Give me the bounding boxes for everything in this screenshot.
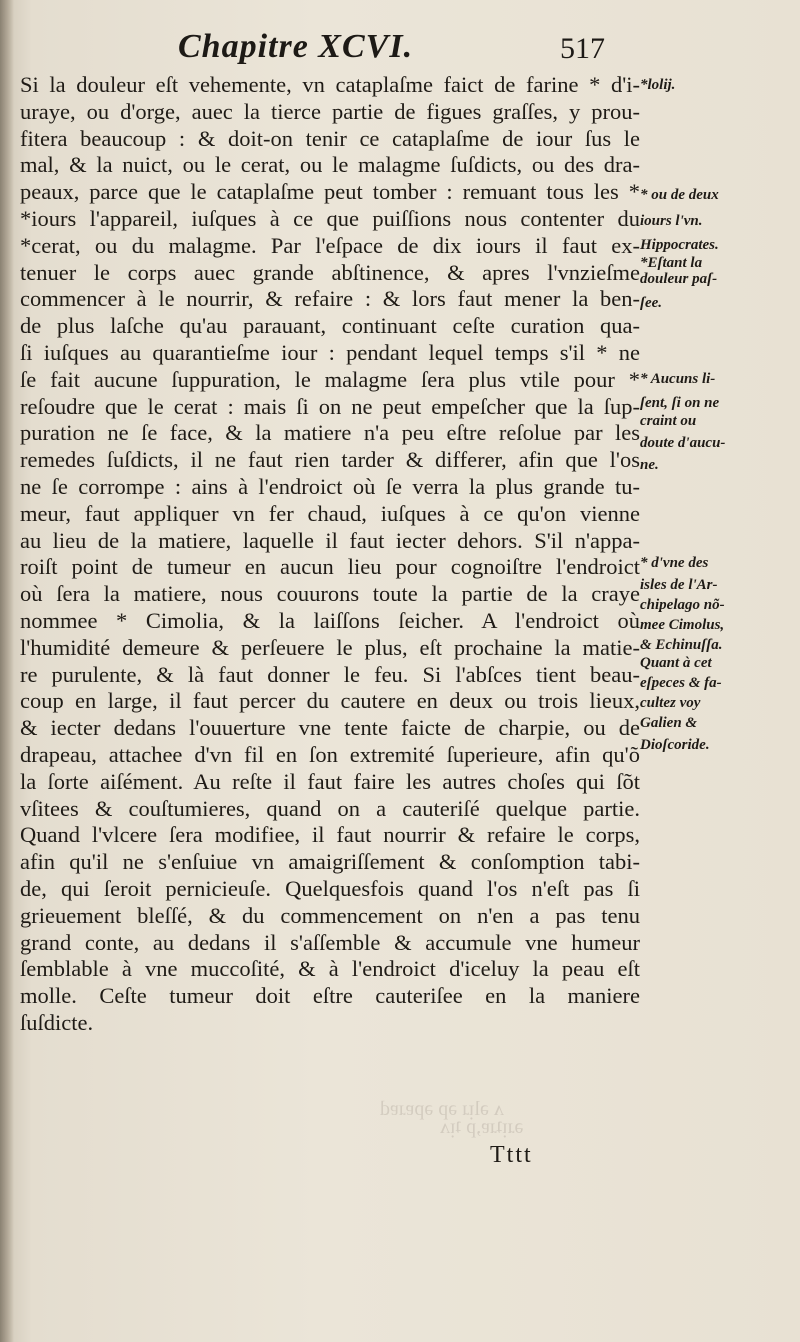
- margin-note: douleur paſ-: [640, 271, 718, 287]
- text-line: puration ne ſe face, & la matiere n'a peu eſtre reſolue par les: [20, 420, 640, 446]
- text-line: meur, faut appliquer vn fer chaud, iuſques à ce qu'on vienne: [20, 500, 640, 526]
- margin-note: chipelago nõ-: [640, 597, 725, 613]
- margin-note: Dioſcoride.: [640, 737, 710, 753]
- page-gutter-shadow: [0, 0, 14, 1342]
- show-through-text: ᴧ ǝlᴉɹ ǝp ǝpɐɹɐd: [380, 1098, 504, 1120]
- text-line: tenuer le corps auec grande abſtinence, & apres l'vnzieſme: [20, 259, 640, 285]
- text-line: grieuement bleſſé, & du commencement on n'en a pas tenu: [20, 902, 640, 928]
- text-line: Si la douleur eſt vehemente, vn cataplaſme faict de farine * d'i-: [20, 72, 640, 97]
- text-line: de plus laſche qu'au parauant, continuant ceſte curation qua-: [20, 313, 640, 339]
- text-line: remedes ſuſdicts, il ne faut rien tarder & differer, afin que l'os: [20, 447, 640, 473]
- text-line: l'humidité demeure & perſeuere le plus, eſt prochaine la matie-: [20, 634, 640, 660]
- text-line: ſemblable à vne muccoſité, & à l'endroict d'iceluy la peau eſt: [20, 956, 640, 982]
- margin-note: Galien &: [640, 715, 698, 731]
- text-line: au lieu de la matiere, laquelle il faut iecter dehors. S'il n'appa-: [20, 527, 640, 553]
- page-header: [0, 22, 800, 70]
- margin-note: craint ou: [640, 413, 697, 429]
- margin-note: cultez voy: [640, 695, 701, 711]
- margin-note: & Echinuſſa.: [640, 637, 723, 653]
- text-line: vſitees & couſtumieres, quand on a cauteriſé quelque partie.: [20, 795, 640, 821]
- text-line: peaux, parce que le cataplaſme peut tomber : remuant tous les *: [20, 179, 640, 205]
- text-line: & iecter dedans l'ouuerture vne tente faicte de charpie, ou de: [20, 715, 640, 741]
- text-line: fitera beaucoup : & doit-on tenir ce cataplaſme de iour ſus le: [20, 125, 640, 151]
- margin-note: *lolij.: [640, 77, 676, 93]
- text-line: roiſt point de tumeur en aucun lieu pour cognoiſtre l'endroict: [20, 554, 640, 580]
- margin-note: iours l'vn.: [640, 213, 703, 229]
- text-line: la ſorte aiſément. Au reſte il faut faire les autres choſes qui ſõt: [20, 768, 640, 794]
- margin-note: *Eſtant la: [640, 255, 703, 271]
- text-line: *iours l'appareil, iuſques à ce que puiſſions nous contenter du: [20, 205, 640, 231]
- margin-note: mee Cimolus,: [640, 617, 725, 633]
- text-line: commencer à le nourrir, & refaire : & lors faut mener la ben-: [20, 286, 640, 312]
- text-line: *cerat, ou du malagme. Par l'eſpace de dix iours il faut ex-: [20, 232, 640, 258]
- text-line: afin qu'il ne s'enſuiue vn amaigriſſement & conſomption tabi-: [20, 849, 640, 875]
- text-line: de, qui ſeroit pernicieuſe. Quelquesfois quand l'os n'eſt pas ſi: [20, 875, 640, 901]
- show-through-text: ǝɹᴉʇɹɐ,p ʇᴉʌ: [440, 1116, 524, 1138]
- text-line: où ſera la matiere, nous couurons toute la partie de la craye: [20, 581, 640, 607]
- margin-note: doute d'aucu-: [640, 435, 726, 451]
- text-line: re purulente, & là faut donner le feu. Si l'abſces tient beau-: [20, 661, 640, 687]
- margin-note: * d'vne des: [640, 555, 709, 571]
- page-number: 517: [560, 32, 605, 65]
- running-head: Chapitre XCVI.: [178, 28, 414, 65]
- text-line: Quand l'vlcere ſera modifiee, il faut nourrir & refaire le corps,: [20, 822, 640, 848]
- text-line: coup en large, il faut percer du cautere en deux ou trois lieux,: [20, 688, 640, 714]
- margin-note: isles de l'Ar-: [640, 577, 718, 593]
- text-line: ſuſdicte.: [20, 1009, 94, 1035]
- margin-note: ne.: [640, 457, 659, 473]
- text-line: grand conte, au dedans il s'aſſemble & accumule vne humeur: [20, 929, 640, 955]
- margin-note: * Aucuns li-: [640, 371, 716, 387]
- text-line: molle. Ceſte tumeur doit eſtre cauteriſee en la maniere: [20, 983, 640, 1009]
- margin-note: ſee.: [640, 295, 663, 311]
- text-line: mal, & la nuict, ou le cerat, ou le malagme ſuſdicts, ou des dra-: [20, 152, 640, 178]
- margin-note: Hippocrates.: [640, 237, 719, 253]
- main-text-block: [20, 72, 640, 1037]
- margin-note: Quant à cet: [640, 655, 712, 671]
- margin-note: eſpeces & fa-: [640, 675, 722, 691]
- text-line: drapeau, attachee d'vn fil en ſon extremité ſuperieure, afin qu'õ: [20, 741, 640, 767]
- signature-mark: Tttt: [490, 1142, 533, 1168]
- text-line: reſoudre que le cerat : mais ſi on ne peut empeſcher que la ſup-: [20, 393, 640, 419]
- margin-note: ſent, ſi on ne: [640, 395, 720, 411]
- margin-note: * ou de deux: [640, 187, 719, 203]
- text-line: ne ſe corrompe : ains à l'endroict où ſe verra la plus grande tu-: [20, 473, 640, 499]
- text-line: ſi iuſques au quarantieſme iour : pendant lequel temps s'il * ne: [20, 339, 640, 365]
- text-line: uraye, ou d'orge, auec la tierce partie de figues graſſes, y prou-: [20, 98, 640, 124]
- text-line: ſe fait aucune ſuppuration, le malagme ſera plus vtile pour *: [20, 366, 640, 392]
- text-line: nommee * Cimolia, & la laiſſons ſeicher. A l'endroict où: [20, 607, 640, 633]
